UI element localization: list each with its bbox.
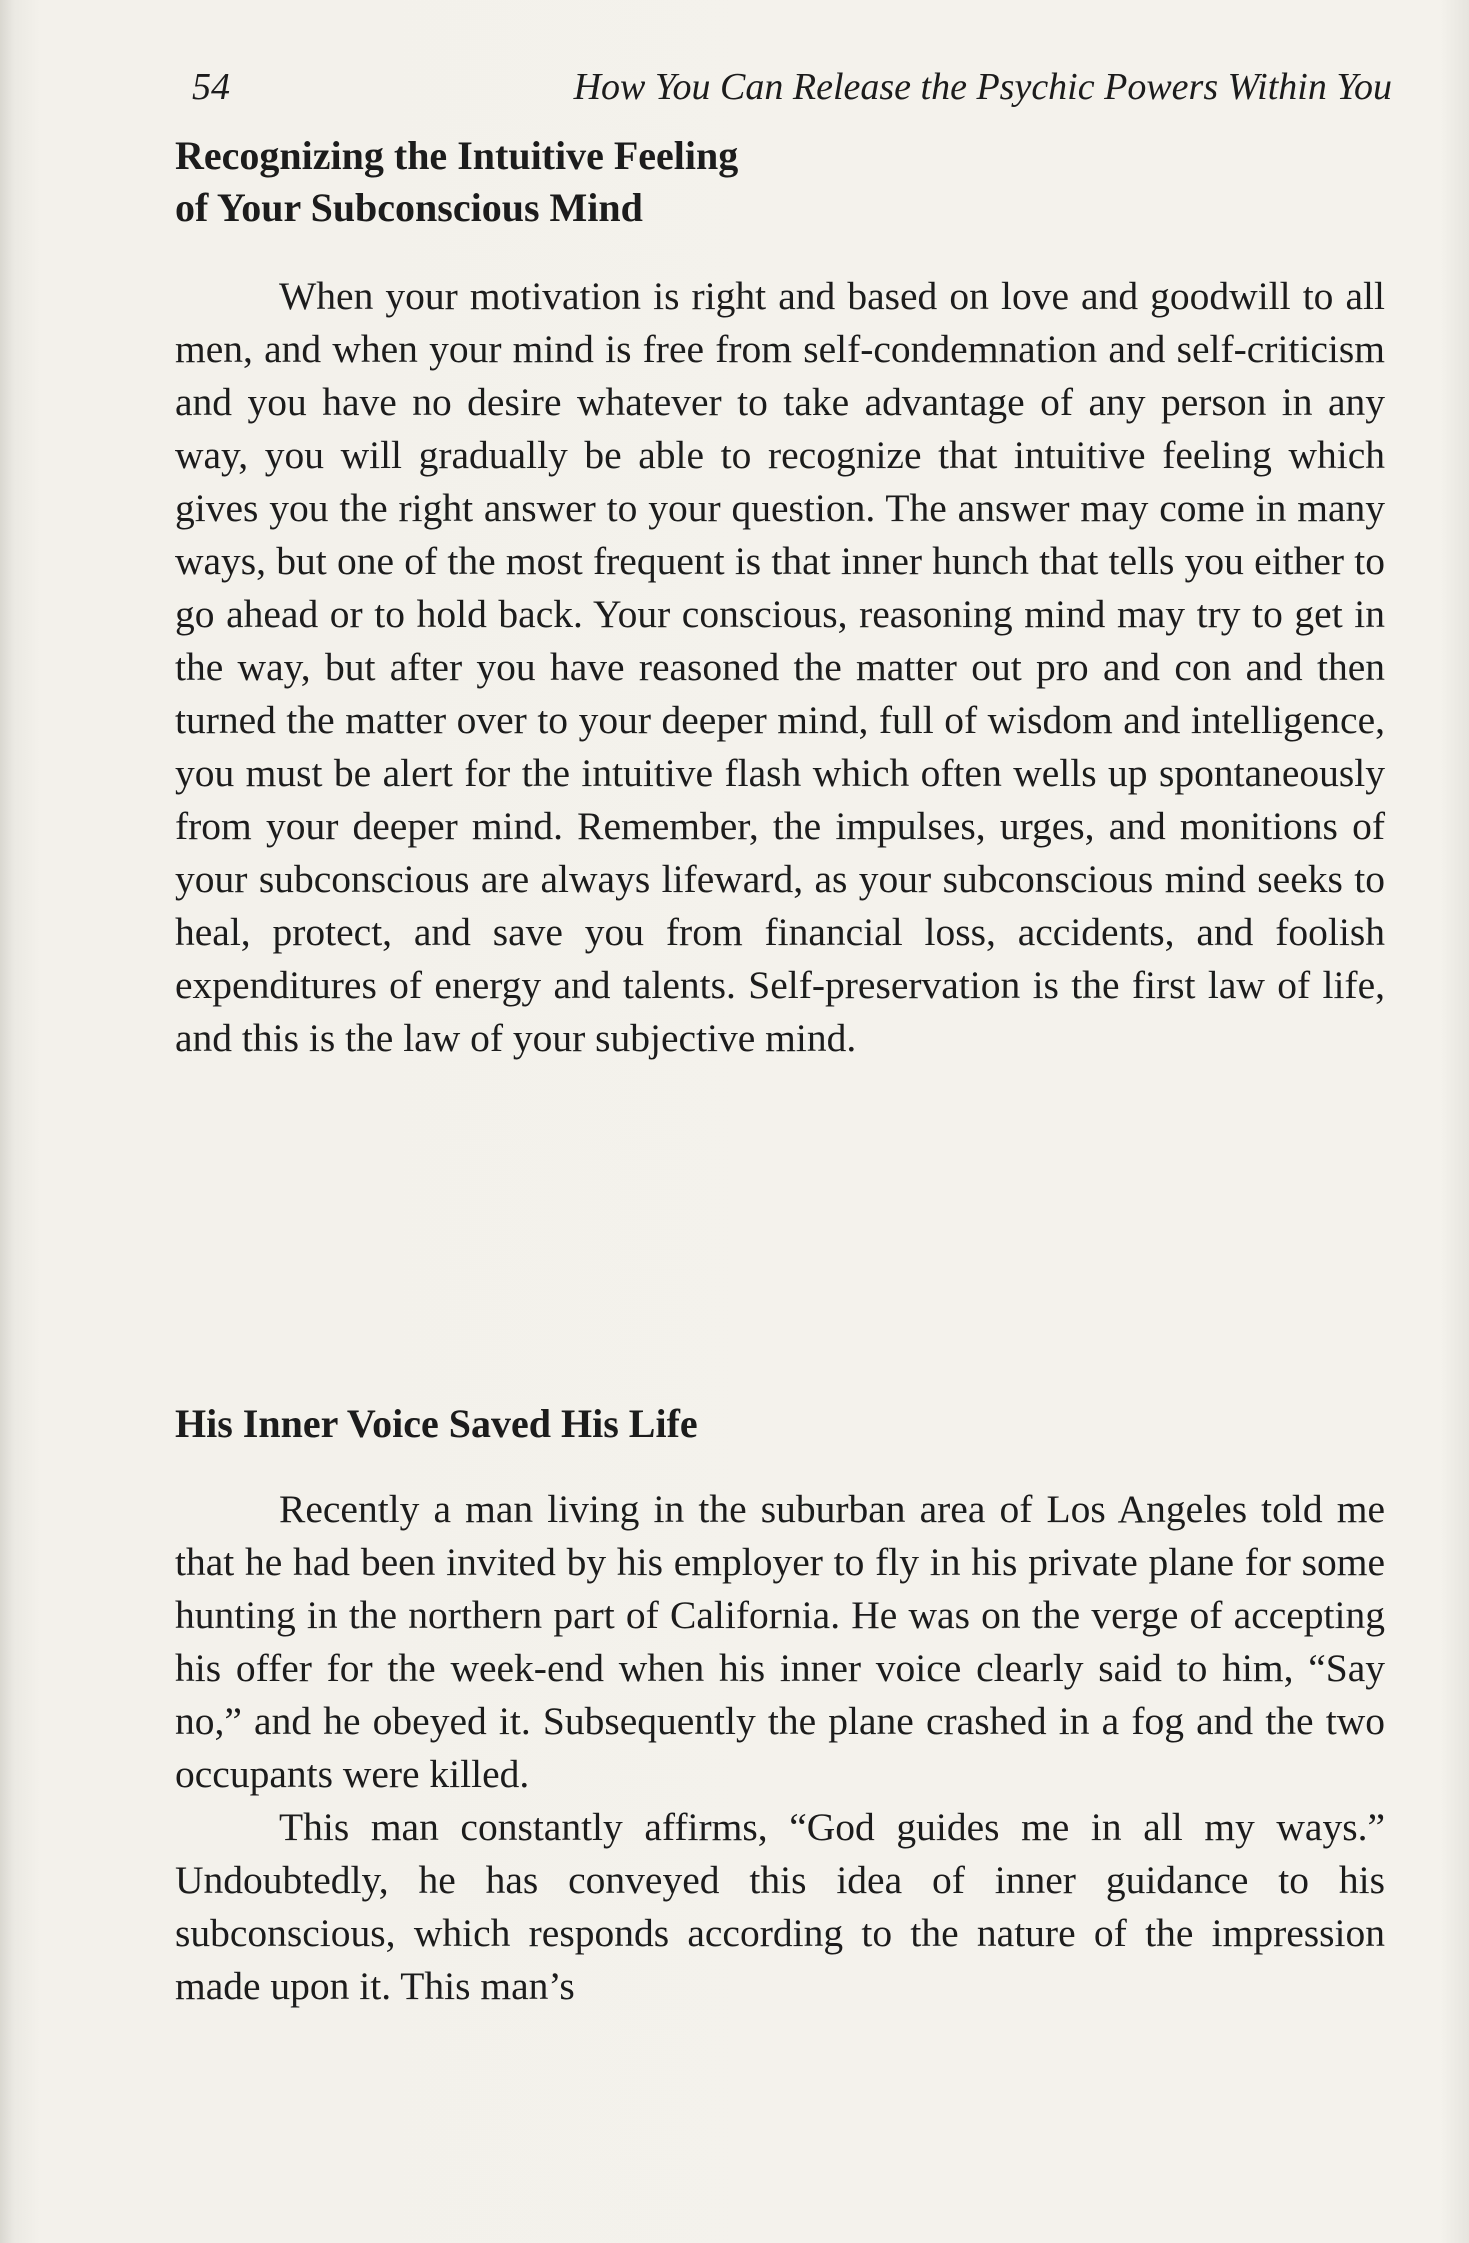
page-header <box>192 62 1392 112</box>
page-number: 54 <box>192 66 230 108</box>
paragraph: Recently a man living in the suburban area of Los Angeles told me that he had been invited by his employer to fly in his private plane for some hunting in the northern part of California. He was on the verge of accepting his offer for the week-end when his inner voice clearly said to him, “Say no,” and he obeyed it. Subsequently the plane crashed in a fog and the two occupants were killed. <box>175 1487 1385 1796</box>
paragraph: When your motivation is right and based on love and goodwill to all men, and when your mind is free from self-condemnation and self-criticism and you have no desire whatever to take advantage of any person in any way, you will gradually be able to recognize that intuitive feeling which gives you the right answer to your question. The answer may come in many ways, but one of the most frequent is that inner hunch that tells you either to go ahead or to hold back. Your conscious, reasoning mind may try to get in the way, but after you have reasoned the matter out pro and con and then turned the matter over to your deeper mind, full of wisdom and intelligence, you must be alert for the intuitive flash which often wells up spontaneously from your deeper mind. Remember, the impulses, urges, and monitions of your subconscious are always lifeward, as your subconscious mind seeks to heal, protect, and save you from financial loss, accidents, and foolish expenditures of energy and talents. Self-preservation is the first law of life, and this is the law of your subjective mind. <box>175 274 1385 1060</box>
running-title: How You Can Release the Psychic Powers Within You <box>573 66 1392 108</box>
paragraph: This man constantly affirms, “God guides me in all my ways.” Undoubtedly, he has conveyed this idea of inner guidance to his subconscious, which responds according to the nature of the impression made upon it. This man’s <box>175 1805 1385 2008</box>
section-heading-inner-voice: His Inner Voice Saved His Life <box>175 1401 698 1446</box>
section-body-intuitive-feeling <box>175 270 1385 1065</box>
section-heading-intuitive-feeling: Recognizing the Intuitive Feeling of Your Subconscious Mind <box>175 133 739 230</box>
section-body-inner-voice <box>175 1483 1385 2013</box>
